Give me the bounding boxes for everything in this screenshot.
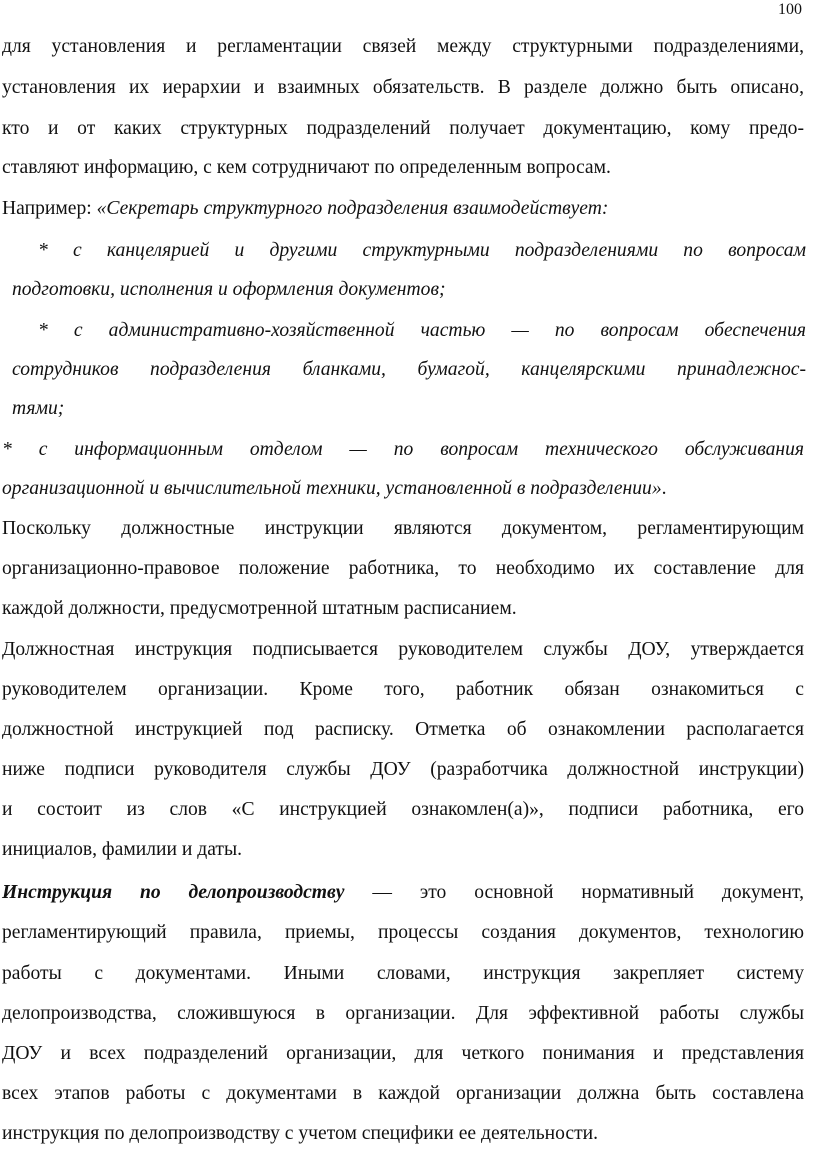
text-line: ниже подписи руководителя службы ДОУ (разработчика должностной инструкции) <box>2 759 804 780</box>
text-line: работы с документами. Иными словами, инструкция закрепляет систему <box>2 963 804 984</box>
example-label: Например: <box>2 198 97 219</box>
text-line: инициалов, фамилии и даты. <box>2 839 243 860</box>
text-line: всех этапов работы с документами в каждой организации должна быть составлена <box>2 1083 804 1104</box>
text-line: должностной инструкцией под расписку. Отметка об ознакомлении располагается <box>2 719 804 740</box>
text-line: руководителем организации. Кроме того, работник обязан ознакомиться с <box>2 679 804 700</box>
example-item-line: сотрудников подразделения бланками, бумагой, канцелярскими принадлежнос- <box>12 359 806 380</box>
example-closing-period: . <box>661 478 667 499</box>
example-item-line: тями; <box>12 398 65 419</box>
text-line <box>2 880 804 906</box>
text-line: Поскольку должностные инструкции являются документом, регламентирующим <box>2 518 804 539</box>
example-item-text: организационной и вычислительной техники, установленной в подразделении» <box>2 478 662 499</box>
page-number: 100 <box>778 1 802 18</box>
example-item-line: * с информационным отделом — по вопросам технического обслуживания <box>2 439 804 460</box>
text-line: и состоит из слов «С инструкцией ознакомлен(а)», подписи работника, его <box>2 799 804 820</box>
instruction-term: Инструкция по делопроизводству <box>2 882 345 903</box>
example-item-line <box>2 476 804 502</box>
text-line: ДОУ и всех подразделений организации, для четкого понимания и представления <box>2 1043 804 1064</box>
text-line: для установления и регламентации связей между структурными подразделениями, <box>2 36 804 57</box>
example-item-line: подготовки, исполнения и оформления документов; <box>12 279 446 300</box>
text-line: кто и от каких структурных подразделений получает документацию, кому предо- <box>2 118 804 139</box>
definition-text: — это основной нормативный документ, <box>344 882 805 903</box>
text-line: установления их иерархии и взаимных обязательств. В разделе должно быть описано, <box>2 77 804 98</box>
text-line: регламентирующий правила, приемы, процессы создания документов, технологию <box>2 922 804 943</box>
text-line: каждой должности, предусмотренной штатным расписанием. <box>2 598 517 619</box>
text-line: инструкция по делопроизводству с учетом специфики ее деятельности. <box>2 1123 599 1144</box>
text-line: Должностная инструкция подписывается руководителем службы ДОУ, утверждается <box>2 639 804 660</box>
text-line: ставляют информацию, с кем сотрудничают по определенным вопросам. <box>2 157 611 178</box>
example-lead <box>2 196 804 222</box>
text-line: организационно-правовое положение работника, то необходимо их составление для <box>2 558 804 579</box>
example-lead-quote: «Секретарь структурного подразделения взаимодействует: <box>96 198 609 219</box>
example-item-line: * с канцелярией и другими структурными подразделениями по вопросам <box>38 240 806 261</box>
example-item-line: * с административно-хозяйственной частью — по вопросам обеспечения <box>38 320 806 341</box>
text-line: делопроизводства, сложившуюся в организации. Для эффективной работы службы <box>2 1003 804 1024</box>
